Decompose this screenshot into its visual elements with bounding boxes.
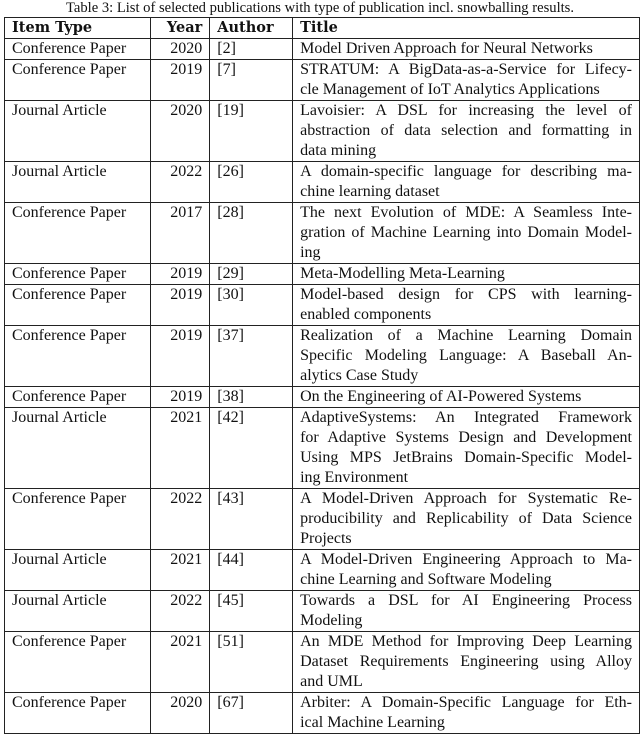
title-line: Towards a DSL for AI Engineering Process xyxy=(300,592,632,609)
title-cell xyxy=(293,101,640,162)
item-type-cell: Journal Article xyxy=(5,101,151,162)
title-cell xyxy=(293,693,640,734)
title-cell xyxy=(293,285,640,326)
table-row xyxy=(5,39,640,60)
table-row xyxy=(5,285,640,326)
item-type-cell: Conference Paper xyxy=(5,632,151,693)
table-row xyxy=(5,693,640,734)
item-type-cell: Conference Paper xyxy=(5,60,151,101)
title-line: ing Environment xyxy=(300,469,409,486)
item-type-cell: Conference Paper xyxy=(5,489,151,550)
item-type-cell: Conference Paper xyxy=(5,326,151,387)
title-line: and UML xyxy=(300,673,363,690)
year-cell: 2020 xyxy=(151,693,210,734)
title-line: Modeling xyxy=(300,612,363,629)
title-line: On the Engineering of AI-Powered Systems xyxy=(300,388,582,405)
title-cell xyxy=(293,408,640,489)
title-line: An MDE Method for Improving Deep Learning xyxy=(300,633,632,650)
year-cell: 2019 xyxy=(151,326,210,387)
author-cell: [30] xyxy=(210,285,293,326)
year-cell: 2021 xyxy=(151,632,210,693)
item-type-cell: Conference Paper xyxy=(5,264,151,285)
publications-table xyxy=(4,17,640,734)
item-type-cell: Conference Paper xyxy=(5,387,151,408)
title-cell xyxy=(293,387,640,408)
title-cell xyxy=(293,60,640,101)
title-line: producibility and Replicability of Data Science xyxy=(300,510,632,527)
title-line: gration of Machine Learning into Domain Model- xyxy=(300,224,632,241)
year-cell: 2022 xyxy=(151,162,210,203)
title-line: for Adaptive Systems Design and Development xyxy=(300,429,632,446)
title-line: Projects xyxy=(300,530,352,547)
table-row xyxy=(5,550,640,591)
year-cell: 2020 xyxy=(151,39,210,60)
item-type-cell: Conference Paper xyxy=(5,203,151,264)
title-line: data mining xyxy=(300,142,377,159)
item-type-cell: Journal Article xyxy=(5,591,151,632)
author-cell: [26] xyxy=(210,162,293,203)
title-line: Using MPS JetBrains Domain-Specific Model- xyxy=(300,449,632,466)
table-row xyxy=(5,489,640,550)
item-type-cell: Conference Paper xyxy=(5,285,151,326)
title-line: Specific Modeling Language: A Baseball An- xyxy=(300,347,632,364)
title-line: chine Learning and Software Modeling xyxy=(300,571,552,588)
title-cell xyxy=(293,632,640,693)
title-cell xyxy=(293,550,640,591)
title-cell xyxy=(293,489,640,550)
author-cell: [19] xyxy=(210,101,293,162)
table-row xyxy=(5,387,640,408)
title-line: Model Driven Approach for Neural Networks xyxy=(300,40,593,57)
table-row xyxy=(5,632,640,693)
header-row xyxy=(5,18,640,39)
title-line: alytics Case Study xyxy=(300,367,419,384)
table-row xyxy=(5,101,640,162)
year-cell: 2020 xyxy=(151,101,210,162)
year-cell: 2022 xyxy=(151,591,210,632)
author-cell: [67] xyxy=(210,693,293,734)
title-line: ing xyxy=(300,244,321,261)
title-line: AdaptiveSystems: An Integrated Framework xyxy=(300,409,632,426)
year-cell: 2017 xyxy=(151,203,210,264)
title-cell xyxy=(293,264,640,285)
year-cell: 2022 xyxy=(151,489,210,550)
year-cell: 2021 xyxy=(151,408,210,489)
header-title: Title xyxy=(293,18,640,39)
title-cell xyxy=(293,39,640,60)
header-item-type: Item Type xyxy=(5,18,151,39)
table-row xyxy=(5,203,640,264)
header-author: Author xyxy=(210,18,293,39)
header-year: Year xyxy=(151,18,210,39)
table-row xyxy=(5,264,640,285)
table-row xyxy=(5,60,640,101)
author-cell: [43] xyxy=(210,489,293,550)
author-cell: [42] xyxy=(210,408,293,489)
year-cell: 2019 xyxy=(151,285,210,326)
author-cell: [37] xyxy=(210,326,293,387)
author-cell: [44] xyxy=(210,550,293,591)
item-type-cell: Journal Article xyxy=(5,550,151,591)
year-cell: 2019 xyxy=(151,60,210,101)
author-cell: [29] xyxy=(210,264,293,285)
table-row xyxy=(5,162,640,203)
title-line: A domain-specific language for describing ma- xyxy=(300,163,632,180)
title-line: enabled components xyxy=(300,306,432,323)
title-line: Meta-Modelling Meta-Learning xyxy=(300,265,505,282)
item-type-cell: Journal Article xyxy=(5,408,151,489)
title-line: Dataset Requirements Engineering using Alloy xyxy=(300,653,632,670)
title-line: A Model-Driven Approach for Systematic Re- xyxy=(300,490,632,507)
title-cell xyxy=(293,591,640,632)
title-line: Model-based design for CPS with learning- xyxy=(300,286,632,303)
title-line: chine learning dataset xyxy=(300,183,440,200)
title-line: ical Machine Learning xyxy=(300,714,445,731)
title-cell xyxy=(293,162,640,203)
title-line: Realization of a Machine Learning Domain xyxy=(300,327,632,344)
author-cell: [2] xyxy=(210,39,293,60)
author-cell: [51] xyxy=(210,632,293,693)
table-row xyxy=(5,591,640,632)
year-cell: 2021 xyxy=(151,550,210,591)
item-type-cell: Journal Article xyxy=(5,162,151,203)
title-cell xyxy=(293,203,640,264)
author-cell: [28] xyxy=(210,203,293,264)
title-line: Arbiter: A Domain-Specific Language for Eth- xyxy=(300,694,632,711)
item-type-cell: Conference Paper xyxy=(5,693,151,734)
title-line: A Model-Driven Engineering Approach to Ma- xyxy=(300,551,632,568)
title-line: Lavoisier: A DSL for increasing the level of xyxy=(300,102,632,119)
author-cell: [7] xyxy=(210,60,293,101)
title-cell xyxy=(293,326,640,387)
author-cell: [38] xyxy=(210,387,293,408)
title-line: cle Management of IoT Analytics Applications xyxy=(300,81,600,98)
year-cell: 2019 xyxy=(151,387,210,408)
author-cell: [45] xyxy=(210,591,293,632)
item-type-cell: Conference Paper xyxy=(5,39,151,60)
table-row xyxy=(5,408,640,489)
title-line: The next Evolution of MDE: A Seamless Inte- xyxy=(300,204,632,221)
year-cell: 2019 xyxy=(151,264,210,285)
table-caption: Table 3: List of selected publications with type of publication incl. snowballing results. xyxy=(65,0,575,16)
title-line: STRATUM: A BigData-as-a-Service for Lifecy- xyxy=(300,61,632,78)
table-row xyxy=(5,326,640,387)
title-line: abstraction of data selection and formatting in xyxy=(300,122,632,139)
